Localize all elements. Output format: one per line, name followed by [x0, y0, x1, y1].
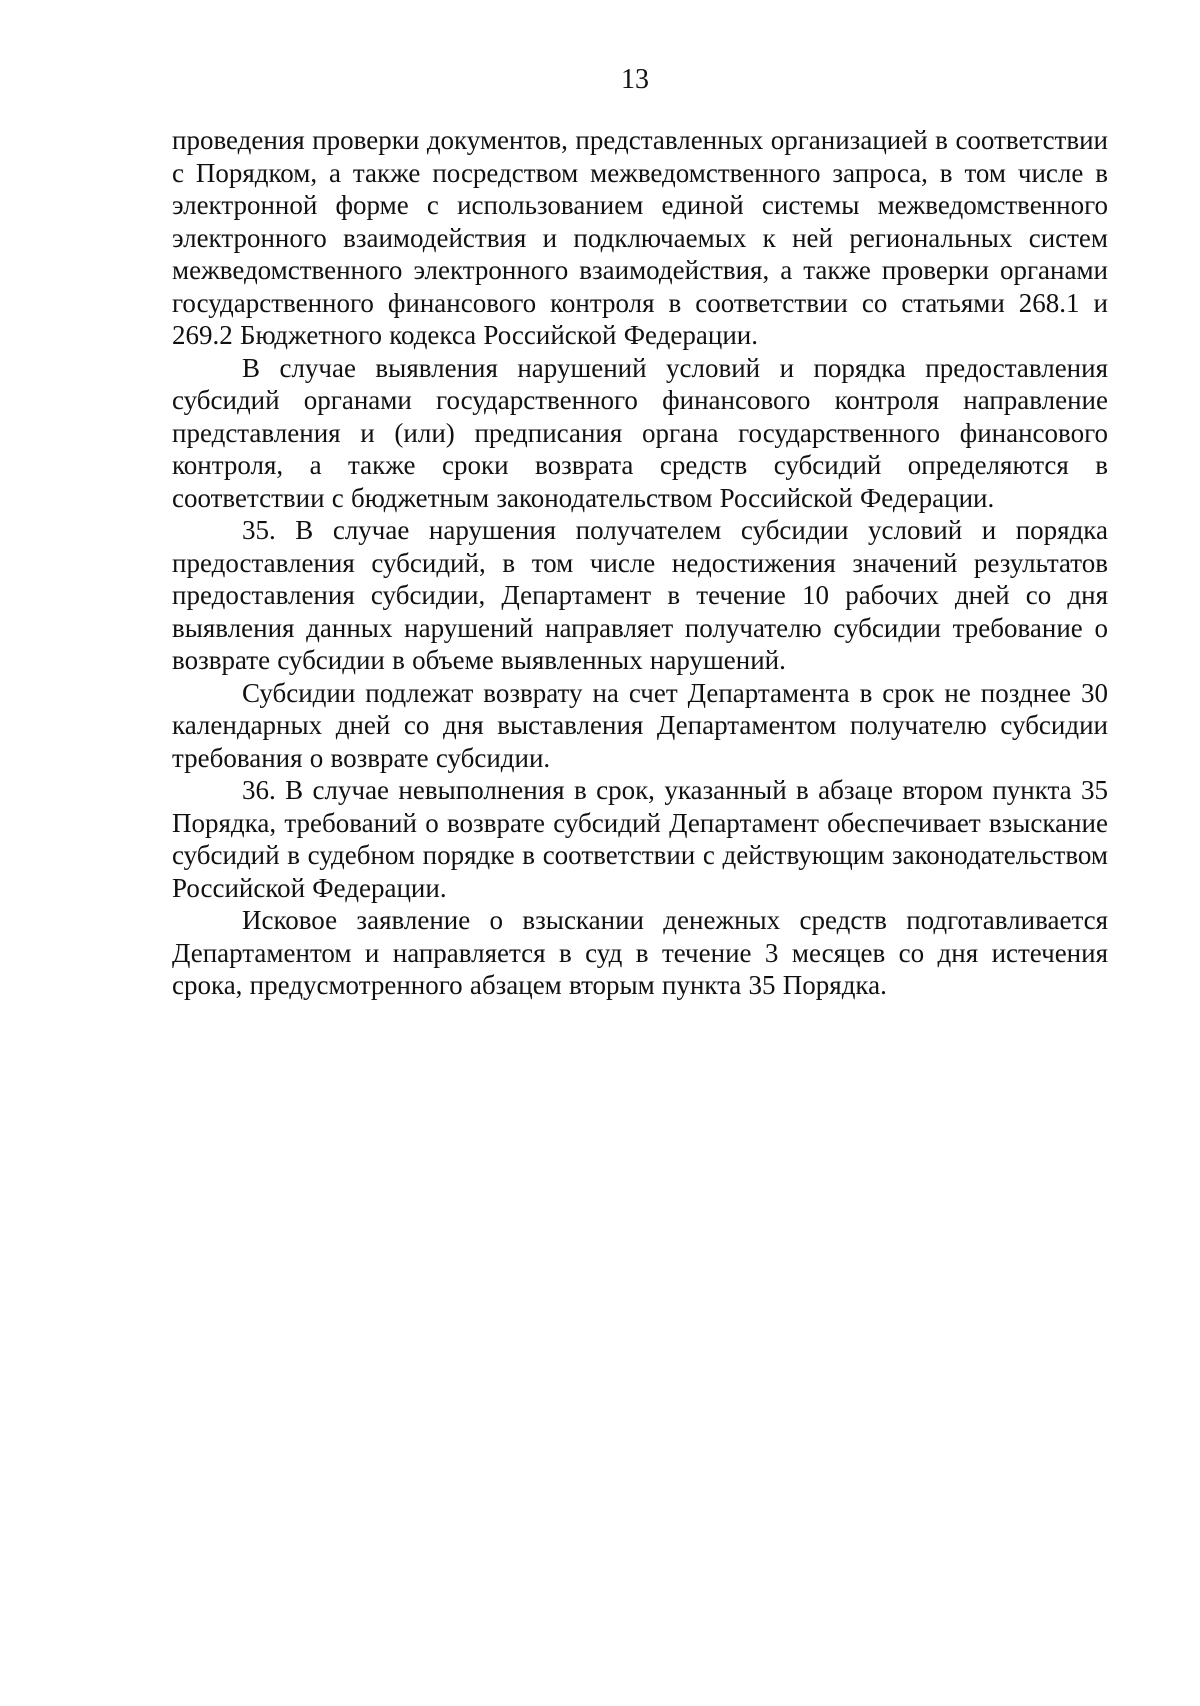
paragraph-clause-36: 36. В случае невыполнения в срок, указанный в абзаце втором пункта 35 Порядка, требований о возврате субсидий Департамент обеспечивает взыскание субсидий в судебном порядке в соответствии с действующим законодательством Российской Федерации.	[172, 775, 1108, 903]
paragraph-clause-35: 35. В случае нарушения получателем субсидии условий и порядка предоставления субсидий, в том числе недостижения значений результатов предоставления субсидии, Департамент в течение 10 рабочих дней со дня выявления данных нарушений направляет получателю субсидии требование о возврате субсидии в объеме выявленных нарушений.	[172, 515, 1108, 675]
paragraph-continuation: проведения проверки документов, представленных организацией в соответствии с Порядком, а также посредством межведомственного запроса, в том числе в электронной форме с использованием единой системы межведомственного электронного взаимодействия и подключаемых к ней региональных систем межведомственного электронного взаимодействия, а также проверки органами государственного финансового контроля в соответствии со статьями 268.1 и 269.2 Бюджетного кодекса Российской Федерации.	[172, 125, 1108, 350]
paragraph-violations: В случае выявления нарушений условий и порядка предоставления субсидий органами государственного финансового контроля направление представления и (или) предписания органа государственного финансового контроля, а также сроки возврата средств субсидий определяются в соответствии с бюджетным законодательством Российской Федерации.	[172, 352, 1108, 513]
paragraph-refund-deadline: Субсидии подлежат возврату на счет Департамента в срок не позднее 30 календарных дней со дня выставления Департаментом получателю субсидии требования о возврате субсидии.	[172, 677, 1108, 773]
document-body	[172, 124, 1108, 1002]
paragraph-lawsuit: Исковое заявление о взыскании денежных средств подготавливается Департаментом и направляется в суд в течение 3 месяцев со дня истечения срока, предусмотренного абзацем вторым пункта 35 Порядка.	[172, 905, 1108, 1000]
page-number: 13	[621, 64, 649, 95]
